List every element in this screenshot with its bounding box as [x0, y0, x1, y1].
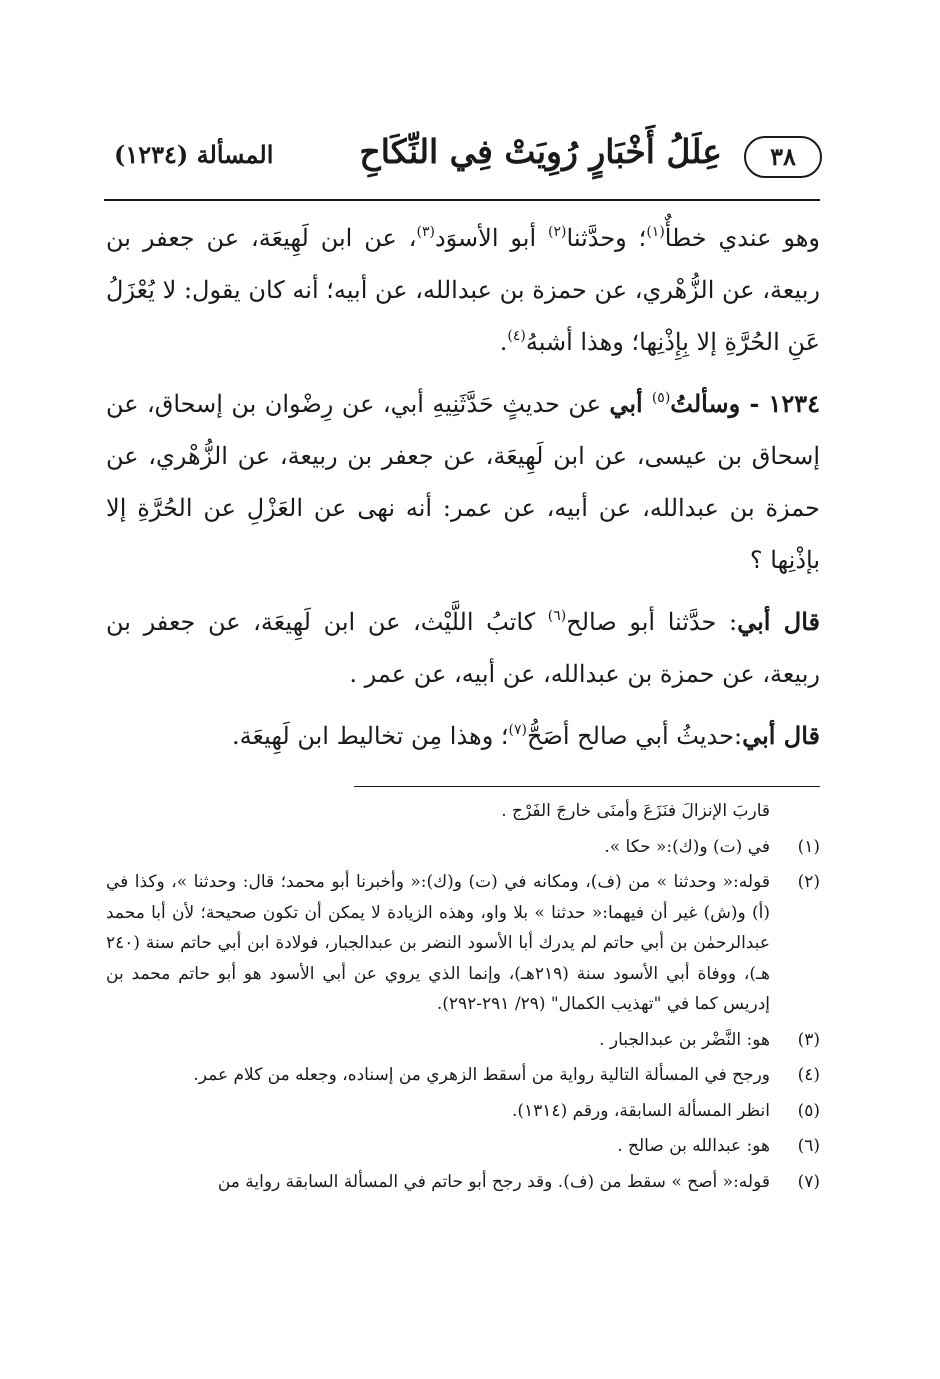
issue-heading-cont: أبي	[609, 389, 652, 418]
footnote-text: في (ت) و(ك):« حكا ».	[604, 836, 770, 857]
footnote-1	[106, 832, 820, 863]
issue-heading: ١٢٣٤ - وسألتُ	[670, 389, 820, 418]
footnote-rule	[354, 786, 820, 787]
footnote-text: قوله:« وحدثنا » من (ف)، ومكانه في (ت) و(ك):« وأخبرنا أبو محمد؛ قال: وحدثنا »، وكذا في (أ) و(ش) غير أن فيهما:« حدثنا » بلا واو، وهذه الزيادة لا يمكن أن تكون صحيحة؛ لأن أبا محمد عبدالرحمٰن بن أبي حاتم لم يدرك أبا الأسود النضر بن عبدالجبار، فولادة ابن أبي حاتم سنة (٢٤٠ هـ)، ووفاة أبي الأسود سنة (٢١٩هـ)، وإنما الذي يروي عن أبي الأسود هو أبو حاتم محمد بن إدريس كما في "تهذيب الكمال" (٢٩/ ٢٩١-٢٩٢).	[106, 872, 770, 1014]
header-rule	[104, 199, 820, 201]
text-run: كاتبُ اللَّيْث، عن ابن لَهِيعَة، عن جعفر بن ربيعة، عن حمزة بن عبدالله، عن أبيه، عن عمر .	[106, 608, 820, 688]
text-run: أبو الأسوَد	[434, 224, 549, 252]
footnote-number: (٣)	[797, 1029, 820, 1050]
footnote-number: (٧)	[797, 1171, 820, 1192]
footnote-ref-1: (١)	[646, 224, 665, 240]
footnote-ref-6: (٦)	[547, 608, 567, 624]
text-run: وهو عندي خطأٌ	[664, 224, 821, 252]
main-text	[106, 212, 820, 772]
footnote-text: ورجح في المسألة التالية رواية من أسقط الزهري من إسناده، وجعله من كلام عمر.	[193, 1065, 770, 1085]
footnote-3	[106, 1025, 820, 1056]
footnote-ref-4: (٤)	[507, 328, 526, 344]
text-run: .	[499, 328, 508, 356]
paragraph-answer-2	[106, 710, 820, 762]
text-run: عن حديثٍ حَدَّثَنِيهِ أبي، عن رِضْوان بن إسحاق، عن إسحاق بن عيسى، عن ابن لَهِيعَة، عن جعفر بن ربيعة، عن الزُّهْري، عن حمزة بن عبدالله، عن أبيه، عن عمر: أنه نهى عن العَزْلِ عن الحُرَّةِ إلا بإذْنِها ؟	[106, 390, 820, 574]
paragraph-answer-1	[106, 596, 820, 700]
page-number: ٣٨	[744, 136, 822, 178]
footnote-text: قوله:« أصح » سقط من (ف). وقد رجح أبو حاتم في المسألة السابقة رواية من	[217, 1171, 770, 1192]
footnote-2	[106, 867, 820, 1020]
page-header	[100, 126, 822, 192]
text-run: :حديثُ أبي صالح أصَحُّ	[527, 722, 743, 750]
footnote-5	[106, 1096, 820, 1127]
footnote-ref-5: (٥)	[651, 390, 671, 406]
footnote-number: (٦)	[797, 1136, 820, 1156]
footnotes	[106, 796, 820, 1202]
running-title: عِلَلُ أَخْبَارٍ رُوِيَتْ فِي النِّكَاحِ	[359, 132, 722, 171]
speaker-label: قال أبي	[737, 607, 820, 636]
paragraph-1	[106, 212, 820, 368]
text-run: ؛ وحدَّثنا	[566, 224, 647, 252]
footnote-ref-7: (٧)	[508, 722, 528, 738]
text-run: ، عن ابن لَهِيعَة، عن جعفر بن ربيعة، عن الزُّهْري، عن حمزة بن عبدالله، عن أبيه؛ أنه كان يقول: لا يُعْزَلُ عَنِ الحُرَّةِ إلا بِإِذْنِها؛ وهذا أشبهُ	[106, 224, 820, 356]
footnote-6	[106, 1131, 820, 1162]
footnote-ref-2: (٢)	[548, 224, 567, 240]
footnote-4	[106, 1060, 820, 1091]
footnote-number: (٤)	[797, 1065, 820, 1085]
speaker-label: قال أبي	[742, 721, 820, 750]
paragraph-issue-1234	[106, 378, 820, 586]
footnote-text: انظر المسألة السابقة، ورقم (١٣١٤).	[511, 1100, 770, 1121]
footnote-number: (٥)	[797, 1100, 820, 1121]
footnote-number: (١)	[797, 836, 820, 857]
footnote-text: هو: عبدالله بن صالح .	[617, 1136, 770, 1156]
footnote-7	[106, 1167, 820, 1198]
text-run: : حدَّثنا أبو صالح	[566, 608, 738, 636]
footnote-text: هو: النَّضْر بن عبدالجبار .	[599, 1029, 770, 1050]
footnote-continuation: قاربَ الإنزالَ فنَزَعَ وأمنَى خارجَ الفَرْج .	[501, 801, 770, 821]
footnote-ref-3: (٣)	[416, 224, 435, 240]
issue-number-label: المسألة (١٢٣٤)	[114, 140, 274, 169]
text-run: ؛ وهذا مِن تخاليط ابن لَهِيعَة.	[232, 722, 509, 750]
footnote-number: (٢)	[797, 872, 820, 892]
